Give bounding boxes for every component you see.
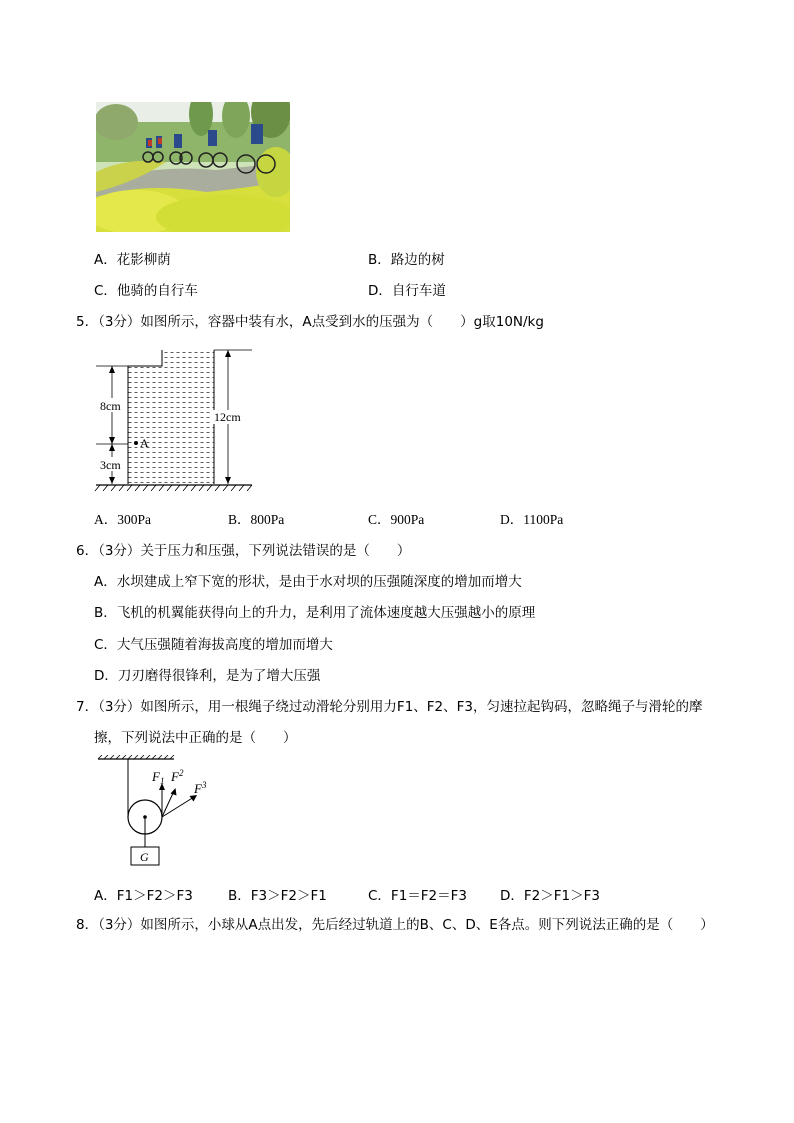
q7-option-a: A．F1＞F2＞F3 [94, 888, 193, 904]
q4-option-a: A．花影柳荫 [94, 252, 171, 268]
q7-label-g: G [140, 850, 149, 864]
q6-option-a: A．水坝建成上窄下宽的形状，是由于水对坝的压强随深度的增加而增大 [94, 574, 522, 590]
q5-option-c: C．900Pa [368, 512, 425, 527]
svg-text:F3 [193, 780, 207, 796]
q5-label-a: A [140, 436, 149, 450]
q7-option-c: C．F1＝F2＝F3 [368, 888, 467, 904]
q8-stem: 8．（3分）如图所示，小球从A点出发，先后经过轨道上的B、C、D、E各点。则下列说法正确的是（ ） [76, 917, 714, 933]
q7-pulley-figure [94, 755, 216, 870]
q6-stem: 6．（3分）关于压力和压强，下列说法错误的是（ ） [76, 543, 411, 559]
q7-label-f1-sub: 1 [159, 776, 165, 786]
q4-option-b: B．路边的树 [368, 252, 445, 268]
q5-label-3cm: 3cm [100, 458, 121, 472]
q7-label-f2-sub: 2 [178, 768, 184, 778]
point-a [134, 441, 138, 445]
svg-text:F2 [170, 768, 184, 784]
svg-text:F1 [151, 769, 164, 786]
q5-option-d: D．1100Pa [500, 512, 564, 527]
q5-label-12cm: 12cm [214, 410, 241, 424]
q6-option-c: C．大气压强随着海拔高度的增加而增大 [94, 637, 333, 653]
q7-stem-line2: 擦，下列说法中正确的是（ ） [94, 730, 297, 746]
cyclists-photo [96, 102, 290, 232]
q4-option-d: D．自行车道 [368, 283, 446, 299]
q4-option-c: C．他骑的自行车 [94, 283, 198, 299]
q7-option-d: D．F2＞F1＞F3 [500, 888, 600, 904]
q7-label-f3: F [194, 781, 202, 796]
q5-option-b: B．800Pa [228, 512, 285, 527]
q7-option-b: B．F3＞F2＞F1 [228, 888, 327, 904]
q5-stem: 5．（3分）如图所示，容器中装有水，A点受到水的压强为（ ）g取10N/kg [76, 314, 544, 330]
q5-label-8cm: 8cm [100, 399, 121, 413]
q5-option-a: A．300Pa [94, 512, 151, 527]
q6-option-b: B．飞机的机翼能获得向上的升力，是利用了流体速度越大压强越小的原理 [94, 605, 536, 621]
q7-label-f3-sub: 3 [201, 780, 207, 790]
q6-option-d: D．刀刃磨得很锋利，是为了增大压强 [94, 668, 321, 684]
q7-stem-line1: 7．（3分）如图所示，用一根绳子绕过动滑轮分别用力F1、F2、F3，匀速拉起钩码，忽略绳子与滑轮的摩 [76, 699, 703, 715]
q7-label-f1: F [152, 769, 160, 784]
q5-container-figure [92, 340, 262, 492]
q7-label-f2: F [171, 769, 179, 784]
